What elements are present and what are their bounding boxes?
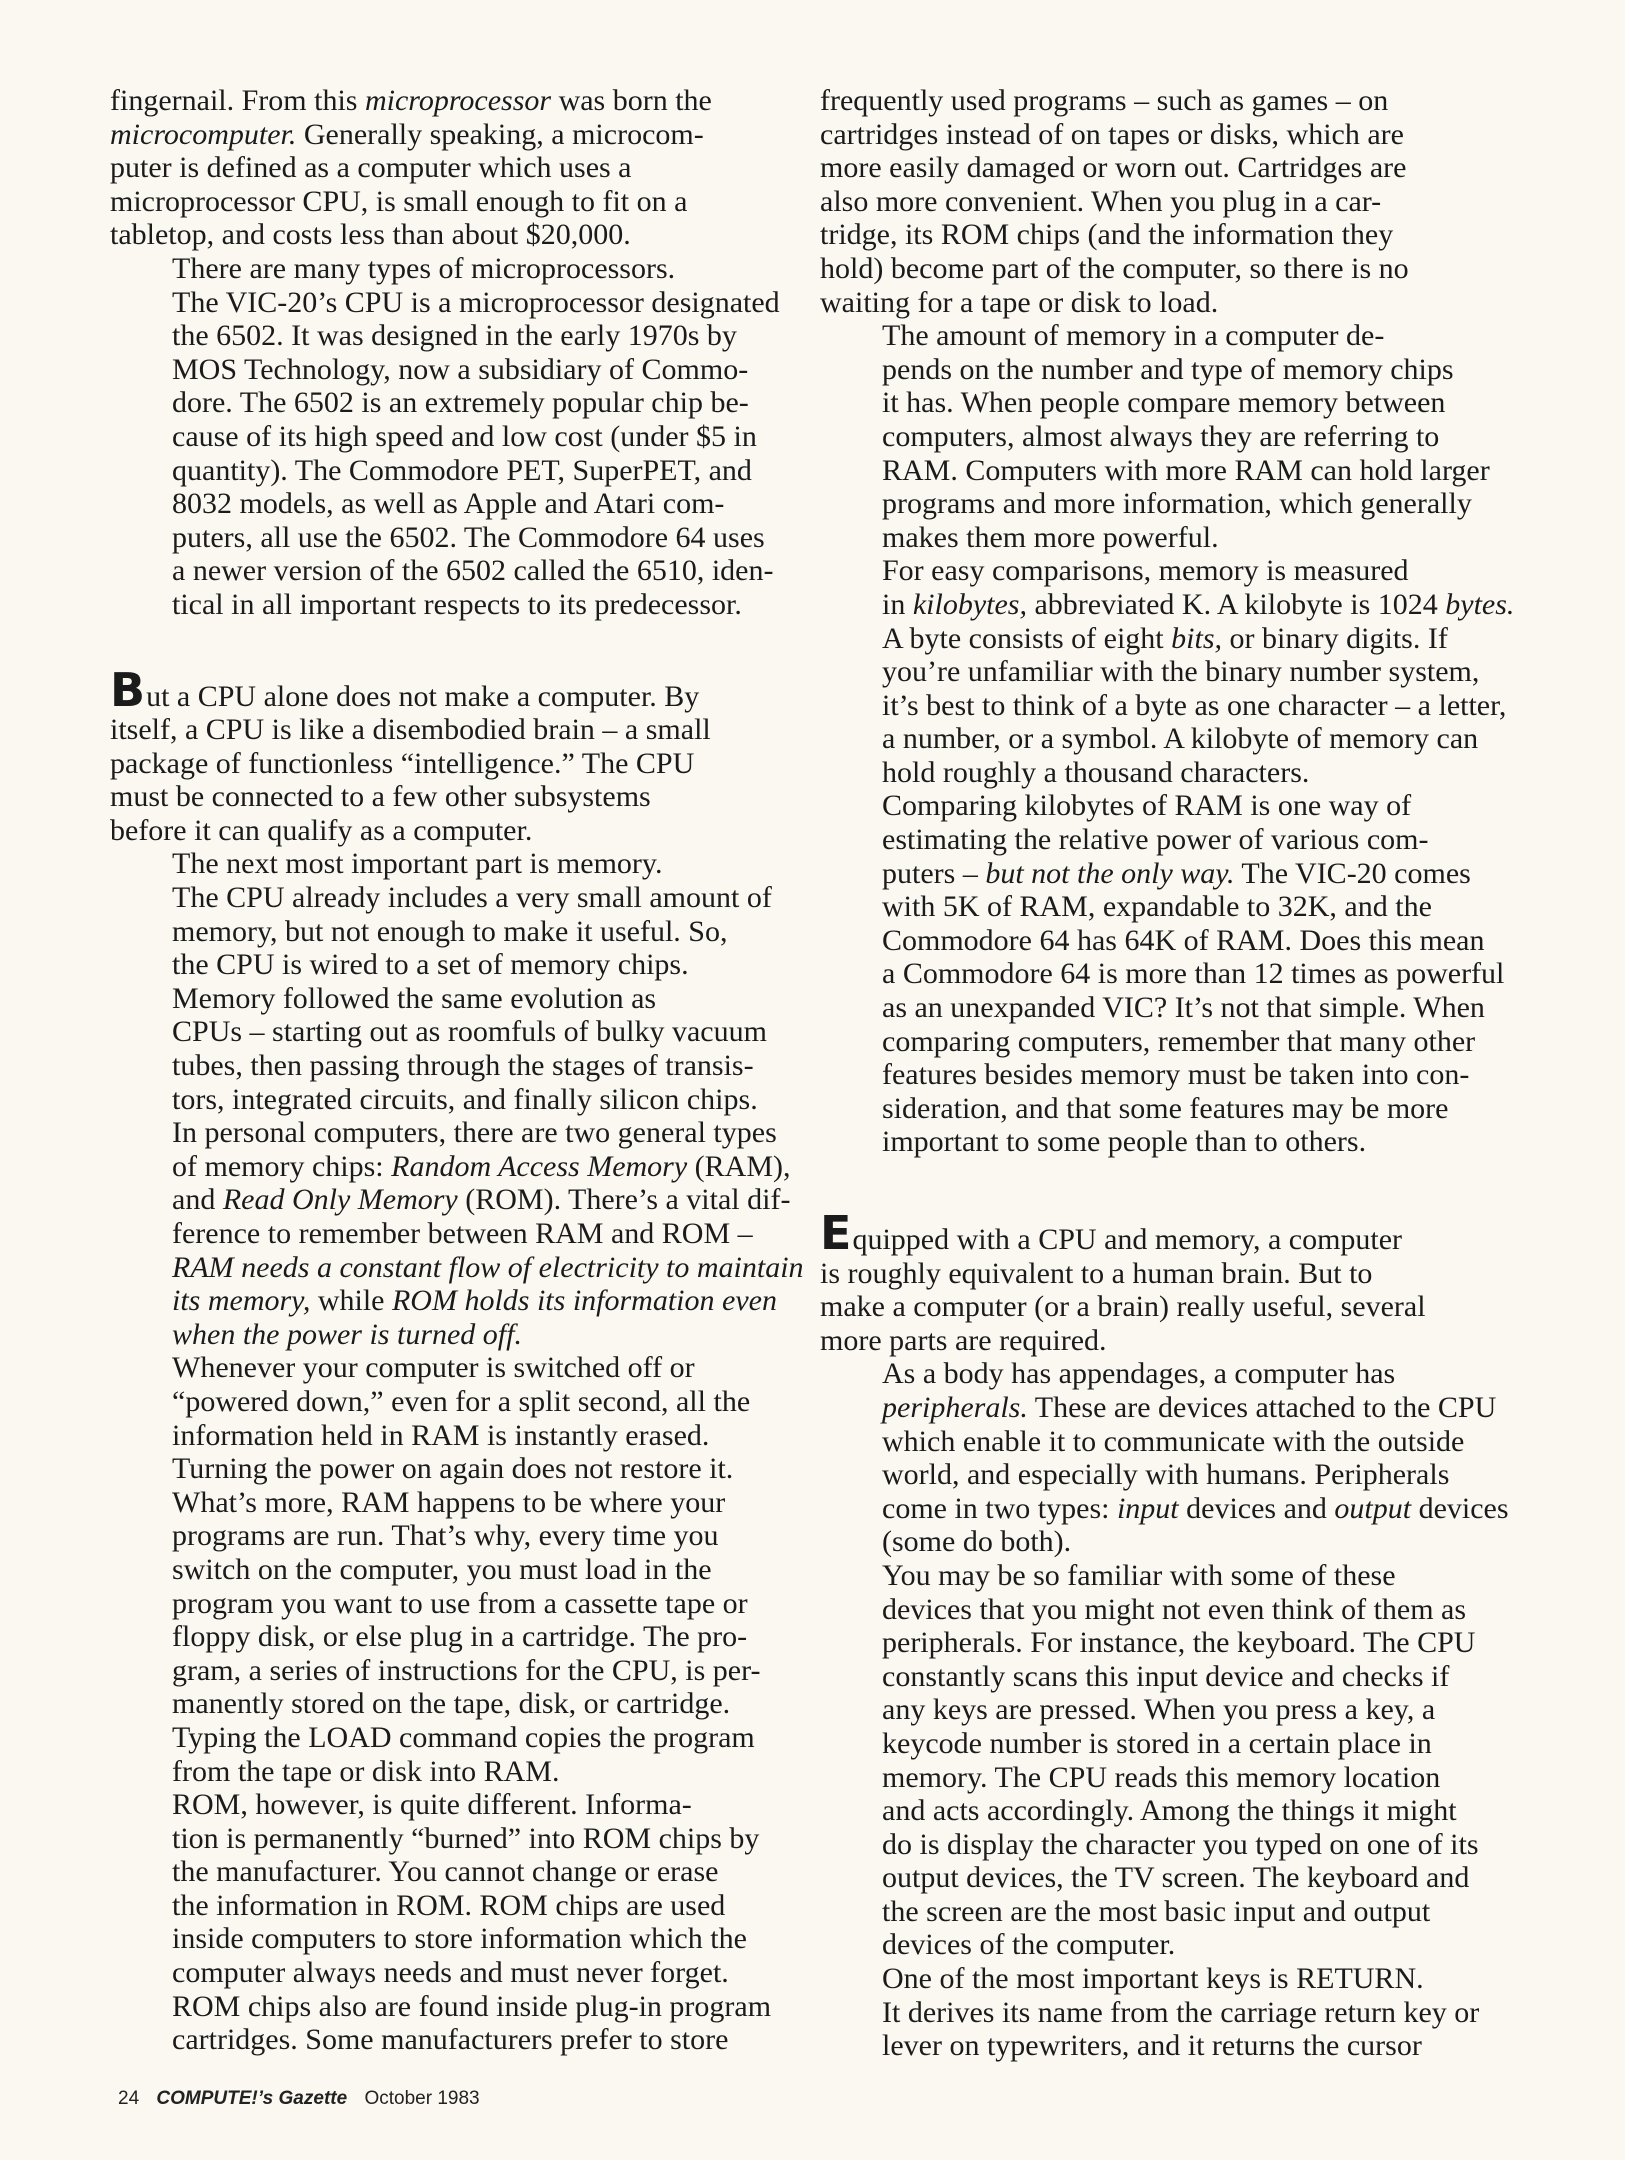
text-line: a Commodore 64 is more than 12 times as powerful: [882, 957, 1505, 991]
text-line: 8032 models, as well as Apple and Atari com-: [172, 487, 725, 521]
text-line: Commodore 64 has 64K of RAM. Does this mean: [882, 923, 1485, 957]
text-line: CPUs – starting out as roomfuls of bulky vacuum: [172, 1015, 767, 1049]
text-line: keycode number is stored in a certain place in: [882, 1726, 1432, 1760]
text-line: (some do both).: [882, 1525, 1072, 1559]
italic-text: microcomputer.: [110, 117, 297, 151]
text-line: puters – but not the only way. The VIC-20 comes: [882, 856, 1471, 890]
text-line: come in two types: input devices and output devices: [882, 1491, 1509, 1525]
text-line: ROM, however, is quite different. Informa-: [172, 1788, 692, 1822]
italic-text: output: [1334, 1491, 1412, 1525]
text-line: comparing computers, remember that many other: [882, 1024, 1476, 1058]
text-line: the 6502. It was designed in the early 1970s by: [172, 319, 737, 353]
text-line: tridge, its ROM chips (and the information they: [820, 218, 1394, 252]
text-line: floppy disk, or else plug in a cartridge. The pro-: [172, 1620, 748, 1654]
text-line: a number, or a symbol. A kilobyte of memory can: [882, 722, 1479, 756]
paragraph: [110, 847, 810, 981]
text-line: In personal computers, there are two general types: [172, 1116, 777, 1150]
text-line: lever on typewriters, and it returns the cursor: [882, 2029, 1422, 2063]
paragraph: [820, 1559, 1520, 1962]
paragraph: [820, 84, 1520, 319]
italic-text: RAM needs a constant flow of electricity to maintain: [172, 1250, 804, 1284]
text-line: switch on the computer, you must load in the: [172, 1552, 712, 1586]
text-line: a newer version of the 6502 called the 6510, iden-: [172, 554, 774, 588]
text-line: ROM chips also are found inside plug-in program: [172, 1989, 772, 2023]
text-line: memory, but not enough to make it useful. So,: [172, 914, 728, 948]
text-line: more parts are required.: [820, 1323, 1107, 1357]
paragraph: [820, 1206, 1520, 1357]
text-line: is roughly equivalent to a human brain. But to: [820, 1256, 1373, 1290]
text-line: The VIC-20’s CPU is a microprocessor designated: [172, 285, 780, 319]
text-line: makes them more powerful.: [882, 520, 1219, 554]
text-line: tubes, then passing through the stages of transis-: [172, 1049, 754, 1083]
text-line: memory. The CPU reads this memory location: [882, 1760, 1441, 1794]
text-line: Turning the power on again does not restore it.: [172, 1452, 734, 1486]
text-line: make a computer (or a brain) really useful, several: [820, 1290, 1426, 1324]
text-line: A byte consists of eight bits, or binary digits. If: [882, 621, 1448, 655]
text-line: world, and especially with humans. Peripherals: [882, 1458, 1450, 1492]
text-line: package of functionless “intelligence.” The CPU: [110, 746, 695, 780]
text-line: itself, a CPU is like a disembodied brain – a small: [110, 713, 711, 747]
text-line: cause of its high speed and low cost (under $5 in: [172, 419, 757, 453]
text-line: peripherals. These are devices attached to the CPU: [882, 1390, 1497, 1424]
text-line: must be connected to a few other subsystems: [110, 780, 651, 814]
paragraph: [110, 662, 810, 848]
text-line: One of the most important keys is RETURN.: [882, 1962, 1424, 1996]
text-line: devices of the computer.: [882, 1928, 1176, 1962]
text-line: waiting for a tape or disk to load.: [820, 285, 1219, 319]
text-line: it has. When people compare memory between: [882, 386, 1446, 420]
text-line: microprocessor CPU, is small enough to fit on a: [110, 184, 688, 218]
text-line: its memory, while ROM holds its information even: [172, 1284, 777, 1318]
text-line: as an unexpanded VIC? It’s not that simple. When: [882, 991, 1485, 1025]
text-line: [110, 1318, 810, 1352]
right-column: [820, 84, 1520, 2063]
text-line: it’s best to think of a byte as one character – a letter,: [882, 688, 1507, 722]
text-line: the manufacturer. You cannot change or erase: [172, 1855, 719, 1889]
text-line: computer always needs and must never forget.: [172, 1956, 729, 1990]
italic-text: bits,: [1171, 621, 1223, 655]
text-line: hold) become part of the computer, so there is no: [820, 251, 1409, 285]
text-line: devices that you might not even think of them as: [882, 1592, 1467, 1626]
italic-text: kilobytes,: [912, 587, 1027, 621]
text-line: Whenever your computer is switched off or: [172, 1351, 695, 1385]
text-line: puters, all use the 6502. The Commodore 64 uses: [172, 520, 765, 554]
text-line: and Read Only Memory (ROM). There’s a vital dif-: [172, 1183, 791, 1217]
text-line: For easy comparisons, memory is measured: [882, 554, 1409, 588]
page-footer: [118, 2088, 492, 2110]
issue-date: October 1983: [364, 2088, 480, 2109]
text-line: frequently used programs – such as games – on: [820, 84, 1389, 117]
text-line: sideration, and that some features may be more: [882, 1091, 1449, 1125]
italic-text: its memory,: [172, 1284, 311, 1318]
italic-text: when the power is turned off.: [172, 1317, 522, 1351]
italic-text: but not the only way.: [985, 856, 1235, 890]
drop-cap: B: [110, 662, 146, 717]
text-line: There are many types of microprocessors.: [172, 251, 676, 285]
text-line: Typing the LOAD command copies the program: [172, 1720, 755, 1754]
italic-text: bytes.: [1445, 587, 1515, 621]
text-line: The next most important part is memory.: [172, 847, 663, 881]
text-line: tical in all important respects to its predecessor.: [172, 587, 742, 621]
text-line: MOS Technology, now a subsidiary of Commo-: [172, 352, 749, 386]
italic-text: input: [1116, 1491, 1179, 1525]
paragraph: [110, 1788, 810, 2057]
paragraph: [820, 1357, 1520, 1559]
text-line: in kilobytes, abbreviated K. A kilobyte is 1024 bytes.: [882, 587, 1515, 621]
text-line: program you want to use from a cassette tape or: [172, 1586, 748, 1620]
text-line: cartridges. Some manufacturers prefer to store: [172, 2023, 729, 2057]
text-line: features besides memory must be taken into con-: [882, 1058, 1470, 1092]
left-column: [110, 84, 810, 2057]
italic-text: Read Only Memory: [222, 1183, 458, 1217]
text-line: peripherals. For instance, the keyboard. The CPU: [882, 1626, 1476, 1660]
text-line: “powered down,” even for a split second, all the: [172, 1384, 751, 1418]
text-line: manently stored on the tape, disk, or cartridge.: [172, 1687, 731, 1721]
paragraph: [820, 789, 1520, 1159]
text-line: dore. The 6502 is an extremely popular chip be-: [172, 386, 749, 420]
text-line: the information in ROM. ROM chips are used: [172, 1888, 726, 1922]
text-line: before it can qualify as a computer.: [110, 813, 533, 847]
text-line: hold roughly a thousand characters.: [882, 755, 1310, 789]
text-line: tion is permanently “burned” into ROM chips by: [172, 1821, 760, 1855]
text-line: pends on the number and type of memory chips: [882, 352, 1454, 386]
italic-text: microprocessor: [364, 84, 552, 117]
text-line: cartridges instead of on tapes or disks, which are: [820, 117, 1404, 151]
text-line: from the tape or disk into RAM.: [172, 1754, 560, 1788]
paragraph: [820, 554, 1520, 789]
italic-text: peripherals.: [882, 1390, 1028, 1424]
paragraph: [110, 252, 810, 622]
text-line: more easily damaged or worn out. Cartridges are: [820, 151, 1407, 185]
text-line: But a CPU alone does not make a computer. By: [110, 662, 700, 717]
text-line: of memory chips: Random Access Memory (RAM),: [172, 1149, 791, 1183]
text-line: with 5K of RAM, expandable to 32K, and the: [882, 890, 1432, 924]
text-line: What’s more, RAM happens to be where your: [172, 1485, 726, 1519]
text-line: As a body has appendages, a computer has: [882, 1357, 1396, 1391]
text-line: gram, a series of instructions for the CPU, is per-: [172, 1653, 761, 1687]
text-line: quantity). The Commodore PET, SuperPET, and: [172, 453, 752, 487]
text-line: You may be so familiar with some of these: [882, 1558, 1396, 1592]
text-line: ference to remember between RAM and ROM –: [172, 1217, 753, 1250]
text-line: important to some people than to others.: [882, 1125, 1367, 1159]
text-line: any keys are pressed. When you press a key, a: [882, 1693, 1436, 1727]
text-line: do is display the character you typed on one of its: [882, 1827, 1479, 1861]
text-line: RAM. Computers with more RAM can hold larger: [882, 453, 1490, 487]
text-line: programs and more information, which generally: [882, 487, 1472, 521]
text-line: estimating the relative power of various com-: [882, 823, 1429, 857]
text-line: the screen are the most basic input and output: [882, 1894, 1431, 1928]
page-number: 24: [118, 2088, 140, 2109]
italic-text: Random Access Memory: [391, 1149, 688, 1183]
text-line: tors, integrated circuits, and finally silicon chips.: [172, 1082, 758, 1116]
magazine-name: COMPUTE!’s Gazette: [156, 2088, 348, 2109]
text-line: tabletop, and costs less than about $20,000.: [110, 218, 631, 252]
text-line: The CPU already includes a very small amount of: [172, 881, 772, 915]
text-line: The amount of memory in a computer de-: [882, 319, 1385, 353]
text-line: puter is defined as a computer which uses a: [110, 151, 632, 185]
paragraph: [820, 319, 1520, 554]
drop-cap: E: [820, 1206, 852, 1260]
text-line: computers, almost always they are referring to: [882, 419, 1440, 453]
text-line: [110, 1251, 810, 1285]
italic-text: ROM holds its information even: [391, 1284, 777, 1318]
text-line: inside computers to store information which the: [172, 1922, 747, 1956]
paragraph: [820, 1962, 1520, 2063]
text-line: Equipped with a CPU and memory, a computer: [820, 1206, 1403, 1260]
text-line: It derives its name from the carriage return key or: [882, 1995, 1480, 2029]
text-line: fingernail. From this microprocessor was born the: [110, 84, 712, 117]
text-line: the CPU is wired to a set of memory chips.: [172, 948, 689, 982]
text-line: Comparing kilobytes of RAM is one way of: [882, 789, 1412, 823]
text-line: programs are run. That’s why, every time you: [172, 1519, 719, 1553]
text-line: which enable it to communicate with the outside: [882, 1424, 1465, 1458]
text-line: and acts accordingly. Among the things it might: [882, 1794, 1457, 1828]
text-line: also more convenient. When you plug in a car-: [820, 184, 1382, 218]
paragraph: [110, 1351, 810, 1788]
text-line: output devices, the TV screen. The keyboard and: [882, 1861, 1470, 1895]
text-line: information held in RAM is instantly erased.: [172, 1418, 710, 1452]
text-line: microcomputer. Generally speaking, a microcom-: [110, 117, 704, 151]
text-line: Memory followed the same evolution as: [172, 981, 657, 1015]
paragraph: [110, 84, 810, 252]
text-line: constantly scans this input device and checks if: [882, 1659, 1450, 1693]
paragraph: [110, 982, 810, 1352]
text-line: you’re unfamiliar with the binary number system,: [882, 655, 1480, 689]
